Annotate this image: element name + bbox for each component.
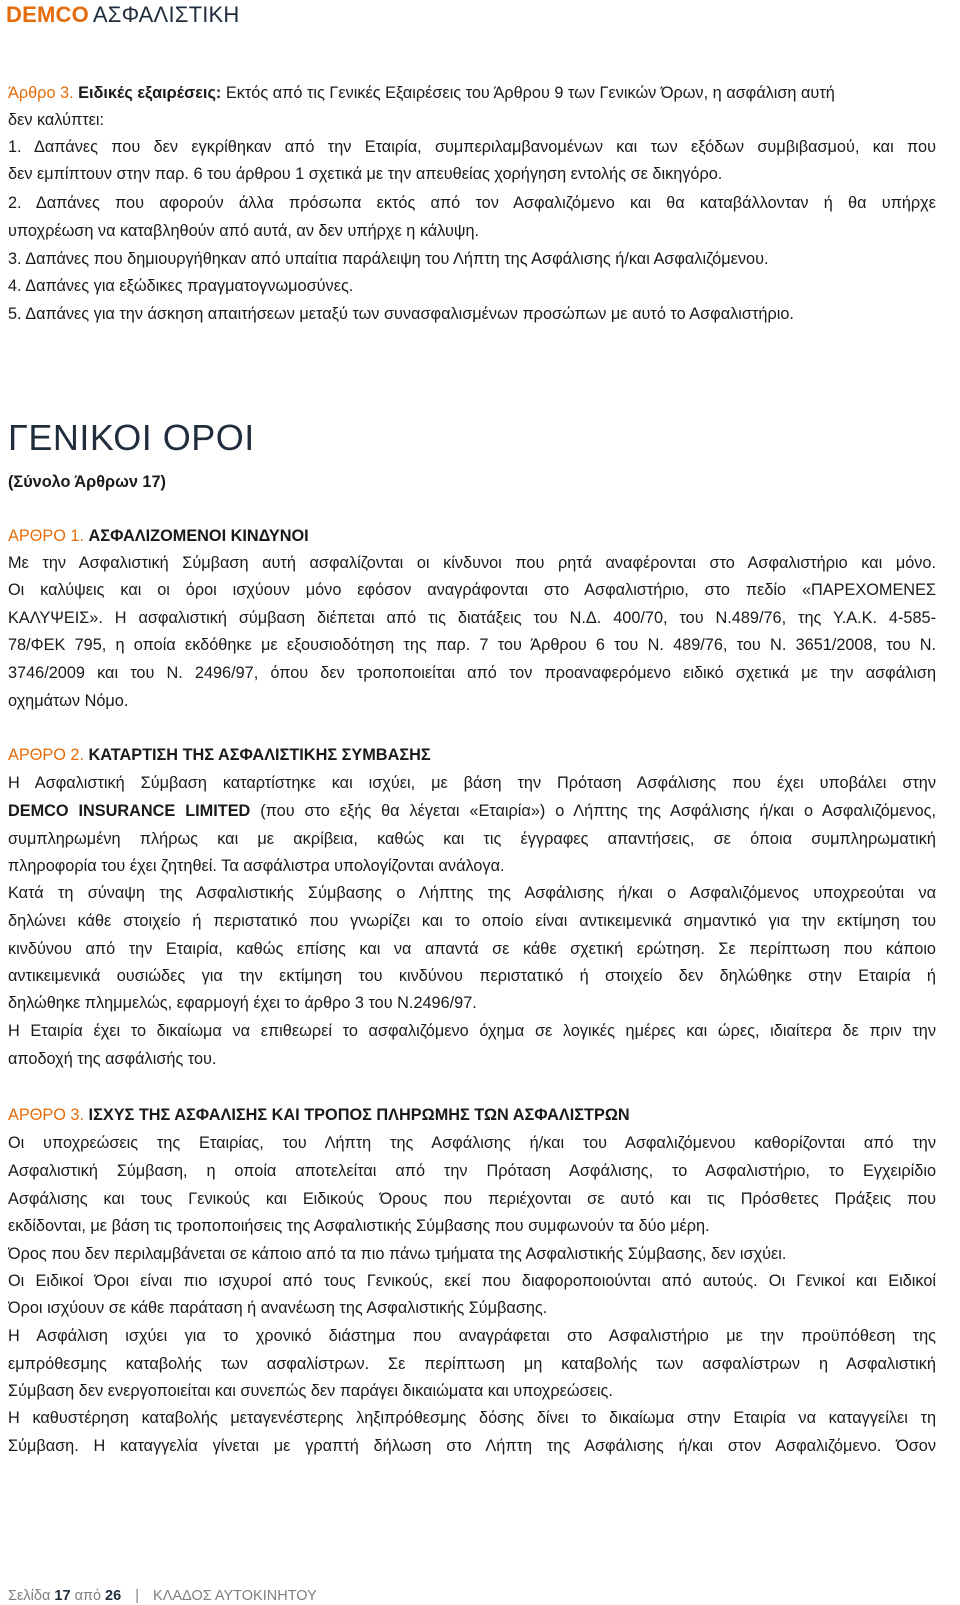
- article-3-line-1: Οι υποχρεώσεις της Εταιρίας, του Λήπτη της Ασφάλισης ή/και του Ασφαλιζόμενου καθορίζονται από την: [8, 1134, 936, 1152]
- exclusion-item-4: 4. Δαπάνες για εξώδικες πραγματογνωμοσύνες.: [8, 277, 354, 295]
- article-2-line-10: Η Εταιρία έχει το δικαίωμα να επιθεωρεί το ασφαλιζόμενο όχημα σε λογικές ημέρες και ώρες, ιδιαίτερα δε πριν την: [8, 1022, 936, 1040]
- exclusion-item-5: 5. Δαπάνες για την άσκηση απαιτήσεων μεταξύ των συνασφαλισμένων προσώπων με αυτό το Ασφαλιστήριο.: [8, 305, 794, 323]
- article-3-label: ΑΡΘΡΟ 3.: [8, 1106, 85, 1124]
- article-2-heading: [8, 742, 936, 770]
- article-1-label: ΑΡΘΡΟ 1.: [8, 527, 85, 545]
- article-2-line-3: συμπληρωμένη πλήρως και με ακρίβεια, καθώς και τις έγγραφες απαντήσεις, σε όποια συμπληρωματική: [8, 830, 936, 848]
- article-3-line-3: Ασφάλισης και τους Γενικούς και Ειδικούς Όρους που περιέχονται σε αυτό και τις Πρόσθετες Πράξεις που: [8, 1190, 936, 1208]
- article-2-line-2: [8, 798, 936, 826]
- article-1-line-1: Με την Ασφαλιστική Σύμβαση αυτή ασφαλίζονται οι κίνδυνοι που ρητά αναφέρονται στο Ασφαλιστήριο και μόνο.: [8, 554, 936, 572]
- page-header: [6, 2, 239, 28]
- footer-page-number: 17: [54, 1588, 71, 1604]
- footer-separator: |: [135, 1588, 139, 1604]
- article-3-line-4: εκδίδονται, με βάση τις τροποποιήσεις της Ασφαλιστικής Σύμβασης που συμφωνούν τα δύο μέρη.: [8, 1217, 710, 1235]
- article-2-line-1: Η Ασφαλιστική Σύμβαση καταρτίστηκε και ισχύει, με βάση την Πρόταση Ασφάλισης που έχει υποβάλει στην: [8, 774, 936, 792]
- footer-total-pages: 26: [105, 1588, 122, 1604]
- article-2-line-7: κινδύνου από την Εταιρία, καθώς επίσης και να απαντά σε κάθε σχετική ερώτηση. Σε περίπτωση που κάποιο: [8, 940, 936, 958]
- article-3-line-12: Σύμβαση. Η καταγγελία γίνεται με γραπτή δήλωση στο Λήπτη της Ασφάλισης ή/και στον Ασφαλιζόμενο. Όσον: [8, 1437, 936, 1455]
- header-subtitle: ΑΣΦΑΛΙΣΤΙΚΗ: [92, 2, 240, 27]
- exclusions-intro-line-2: δεν καλύπτει:: [8, 111, 105, 129]
- article-2-line-5: Κατά τη σύναψη της Ασφαλιστικής Σύμβασης ο Λήπτης της Ασφάλισης ή/και ο Ασφαλιζόμενος υποχρεούται να: [8, 884, 936, 902]
- article-2-label: ΑΡΘΡΟ 2.: [8, 746, 85, 764]
- article-3-heading: [8, 1102, 936, 1130]
- footer-page-word: Σελίδα: [8, 1588, 51, 1604]
- exclusion-item-2-line-2: υποχρέωση να καταβληθούν από αυτά, αν δεν υπήρχε η κάλυψη.: [8, 222, 480, 240]
- brand-logo-text: DEMCO: [6, 2, 89, 27]
- article-3-line-6: Οι Ειδικοί Όροι είναι πιο ισχυροί από τους Γενικούς, εκεί που διαφοροποιούνται από αυτούς. Οι Γενικοί και Ειδικοί: [8, 1272, 936, 1290]
- footer-section-name: ΚΛΑΔΟΣ ΑΥΤΟΚΙΝΗΤΟΥ: [153, 1588, 317, 1604]
- exclusion-item-1-line-2: δεν εμπίπτουν στην παρ. 6 του άρθρου 1 σχετικά με την απευθείας χορήγηση εντολής σε δικηγόρο.: [8, 165, 723, 183]
- article-3-line-9: εμπρόθεσμης καταβολής των ασφαλίστρων. Σε περίπτωση μη καταβολής των ασφαλίστρων η Ασφαλιστική: [8, 1355, 936, 1373]
- footer-of-word: από: [74, 1588, 102, 1604]
- exclusion-item-3: 3. Δαπάνες που δημιουργήθηκαν από υπαίτια παράλειψη του Λήπτη της Ασφάλισης ή/και Ασφαλιζόμενου.: [8, 250, 769, 268]
- article-1-line-3: ΚΑΛΥΨΕΙΣ». Η ασφαλιστική σύμβαση διέπεται από τις διατάξεις του Ν.Δ. 400/70, του Ν.489/76, της Υ.Α.Κ. 4-585-: [8, 609, 936, 627]
- general-terms-title: ΓΕΝΙΚΟΙ ΟΡΟΙ: [8, 418, 255, 458]
- article-3-title: ΙΣΧΥΣ ΤΗΣ ΑΣΦΑΛΙΣΗΣ ΚΑΙ ΤΡΟΠΟΣ ΠΛΗΡΩΜΗΣ ΤΩΝ ΑΣΦΑΛΙΣΤΡΩΝ: [88, 1106, 630, 1124]
- article-3-line-10: Σύμβαση δεν ενεργοποιείται και συνεπώς δεν παράγει δικαιώματα και υποχρεώσεις.: [8, 1382, 613, 1400]
- article-3-line-11: Η καθυστέρηση καταβολής μεταγενέστερης ληξιπρόθεσμης δόσης δίνει το δικαίωμα στην Εταιρία να καταγγείλει τη: [8, 1409, 936, 1427]
- article-1-line-5: 3746/2009 και του Ν. 2496/97, όπου δεν τροποποιείται από τον προαναφερόμενο ειδικό σχετικά με την ασφάλιση: [8, 664, 936, 682]
- article-1-line-2: Οι καλύψεις και οι όροι ισχύουν μόνο εφόσον αναγράφονται στο Ασφαλιστήριο, στο πεδίο «ΠΑΡΕΧΟΜΕΝΕΣ: [8, 581, 936, 599]
- article-2-title: ΚΑΤΑΡΤΙΣΗ ΤΗΣ ΑΣΦΑΛΙΣΤΙΚΗΣ ΣΥΜΒΑΣΗΣ: [88, 746, 431, 764]
- article-1-heading: [8, 523, 936, 551]
- page-footer: [8, 1588, 317, 1604]
- article-2-line-8: αντικειμενικά ουσιώδες για την εκτίμηση του κινδύνου περιστατικό ή στοιχείο δεν δηλώθηκε στην Εταιρία ή: [8, 967, 936, 985]
- exclusions-intro-text: Εκτός από τις Γενικές Εξαιρέσεις του Άρθρου 9 των Γενικών Όρων, η ασφάλιση αυτή: [225, 84, 835, 102]
- article-3-line-7: Όροι ισχύουν σε κάθε παράταση ή ανανέωση της Ασφαλιστικής Σύμβασης.: [8, 1299, 548, 1317]
- exclusions-heading: Ειδικές εξαιρέσεις:: [78, 84, 222, 102]
- article-3-line-2: Ασφαλιστική Σύμβαση, η οποία αποτελείται από την Πρόταση Ασφάλισης, το Ασφαλιστήριο, το Εγχειρίδιο: [8, 1162, 936, 1180]
- article-1-line-6: οχημάτων Νόμο.: [8, 692, 129, 710]
- article-2-line-11: αποδοχή της ασφάλισής του.: [8, 1050, 217, 1068]
- exclusions-label: Άρθρο 3.: [8, 84, 74, 102]
- article-2-line-9: δηλώθηκε πλημμελώς, εφαρμογή έχει το άρθρο 3 του Ν.2496/97.: [8, 994, 477, 1012]
- article-2-line-4: πληροφορία του έχει ζητηθεί. Τα ασφάλιστρα υπολογίζονται ανάλογα.: [8, 857, 505, 875]
- article-2-line-2-text: (που στο εξής θα λέγεται «Εταιρία») ο Λήπτης της Ασφάλισης ή/και ο Ασφαλιζόμενος,: [250, 802, 936, 820]
- company-name: DEMCO INSURANCE LIMITED: [8, 802, 251, 820]
- exclusions-intro-line-1: [8, 80, 936, 108]
- exclusion-item-1-line-1: 1. Δαπάνες που δεν εγκρίθηκαν από την Εταιρία, συμπεριλαμβανομένων και των εξόδων συμβιβασμού, και που: [8, 138, 936, 156]
- article-3-line-8: Η Ασφάλιση ισχύει για το χρονικό διάστημα που αναγράφεται στο Ασφαλιστήριο με την προϋπόθεση της: [8, 1327, 936, 1345]
- article-1-line-4: 78/ΦΕΚ 795, η οποία εκδόθηκε με εξουσιοδότηση της παρ. 7 του Άρθρου 6 του Ν. 489/76, του Ν. 3651/2008, του Ν.: [8, 636, 936, 654]
- article-3-line-5: Όρος που δεν περιλαμβάνεται σε κάποιο από τα πιο πάνω τμήματα της Ασφαλιστικής Σύμβασης, δεν ισχύει.: [8, 1245, 787, 1263]
- exclusion-item-2-line-1: 2. Δαπάνες που αφορούν άλλα πρόσωπα εκτός από τον Ασφαλιζόμενο και θα καταβάλλονταν ή θα υπήρχε: [8, 194, 936, 212]
- article-2-line-6: δηλώνει κάθε στοιχείο ή περιστατικό που γνωρίζει και το οποίο είναι αντικειμενικά σημαντικό για την εκτίμηση του: [8, 912, 936, 930]
- general-terms-subtitle: (Σύνολο Άρθρων 17): [8, 473, 166, 491]
- article-1-title: ΑΣΦΑΛΙΖΟΜΕΝΟΙ ΚΙΝΔΥΝΟΙ: [88, 527, 309, 545]
